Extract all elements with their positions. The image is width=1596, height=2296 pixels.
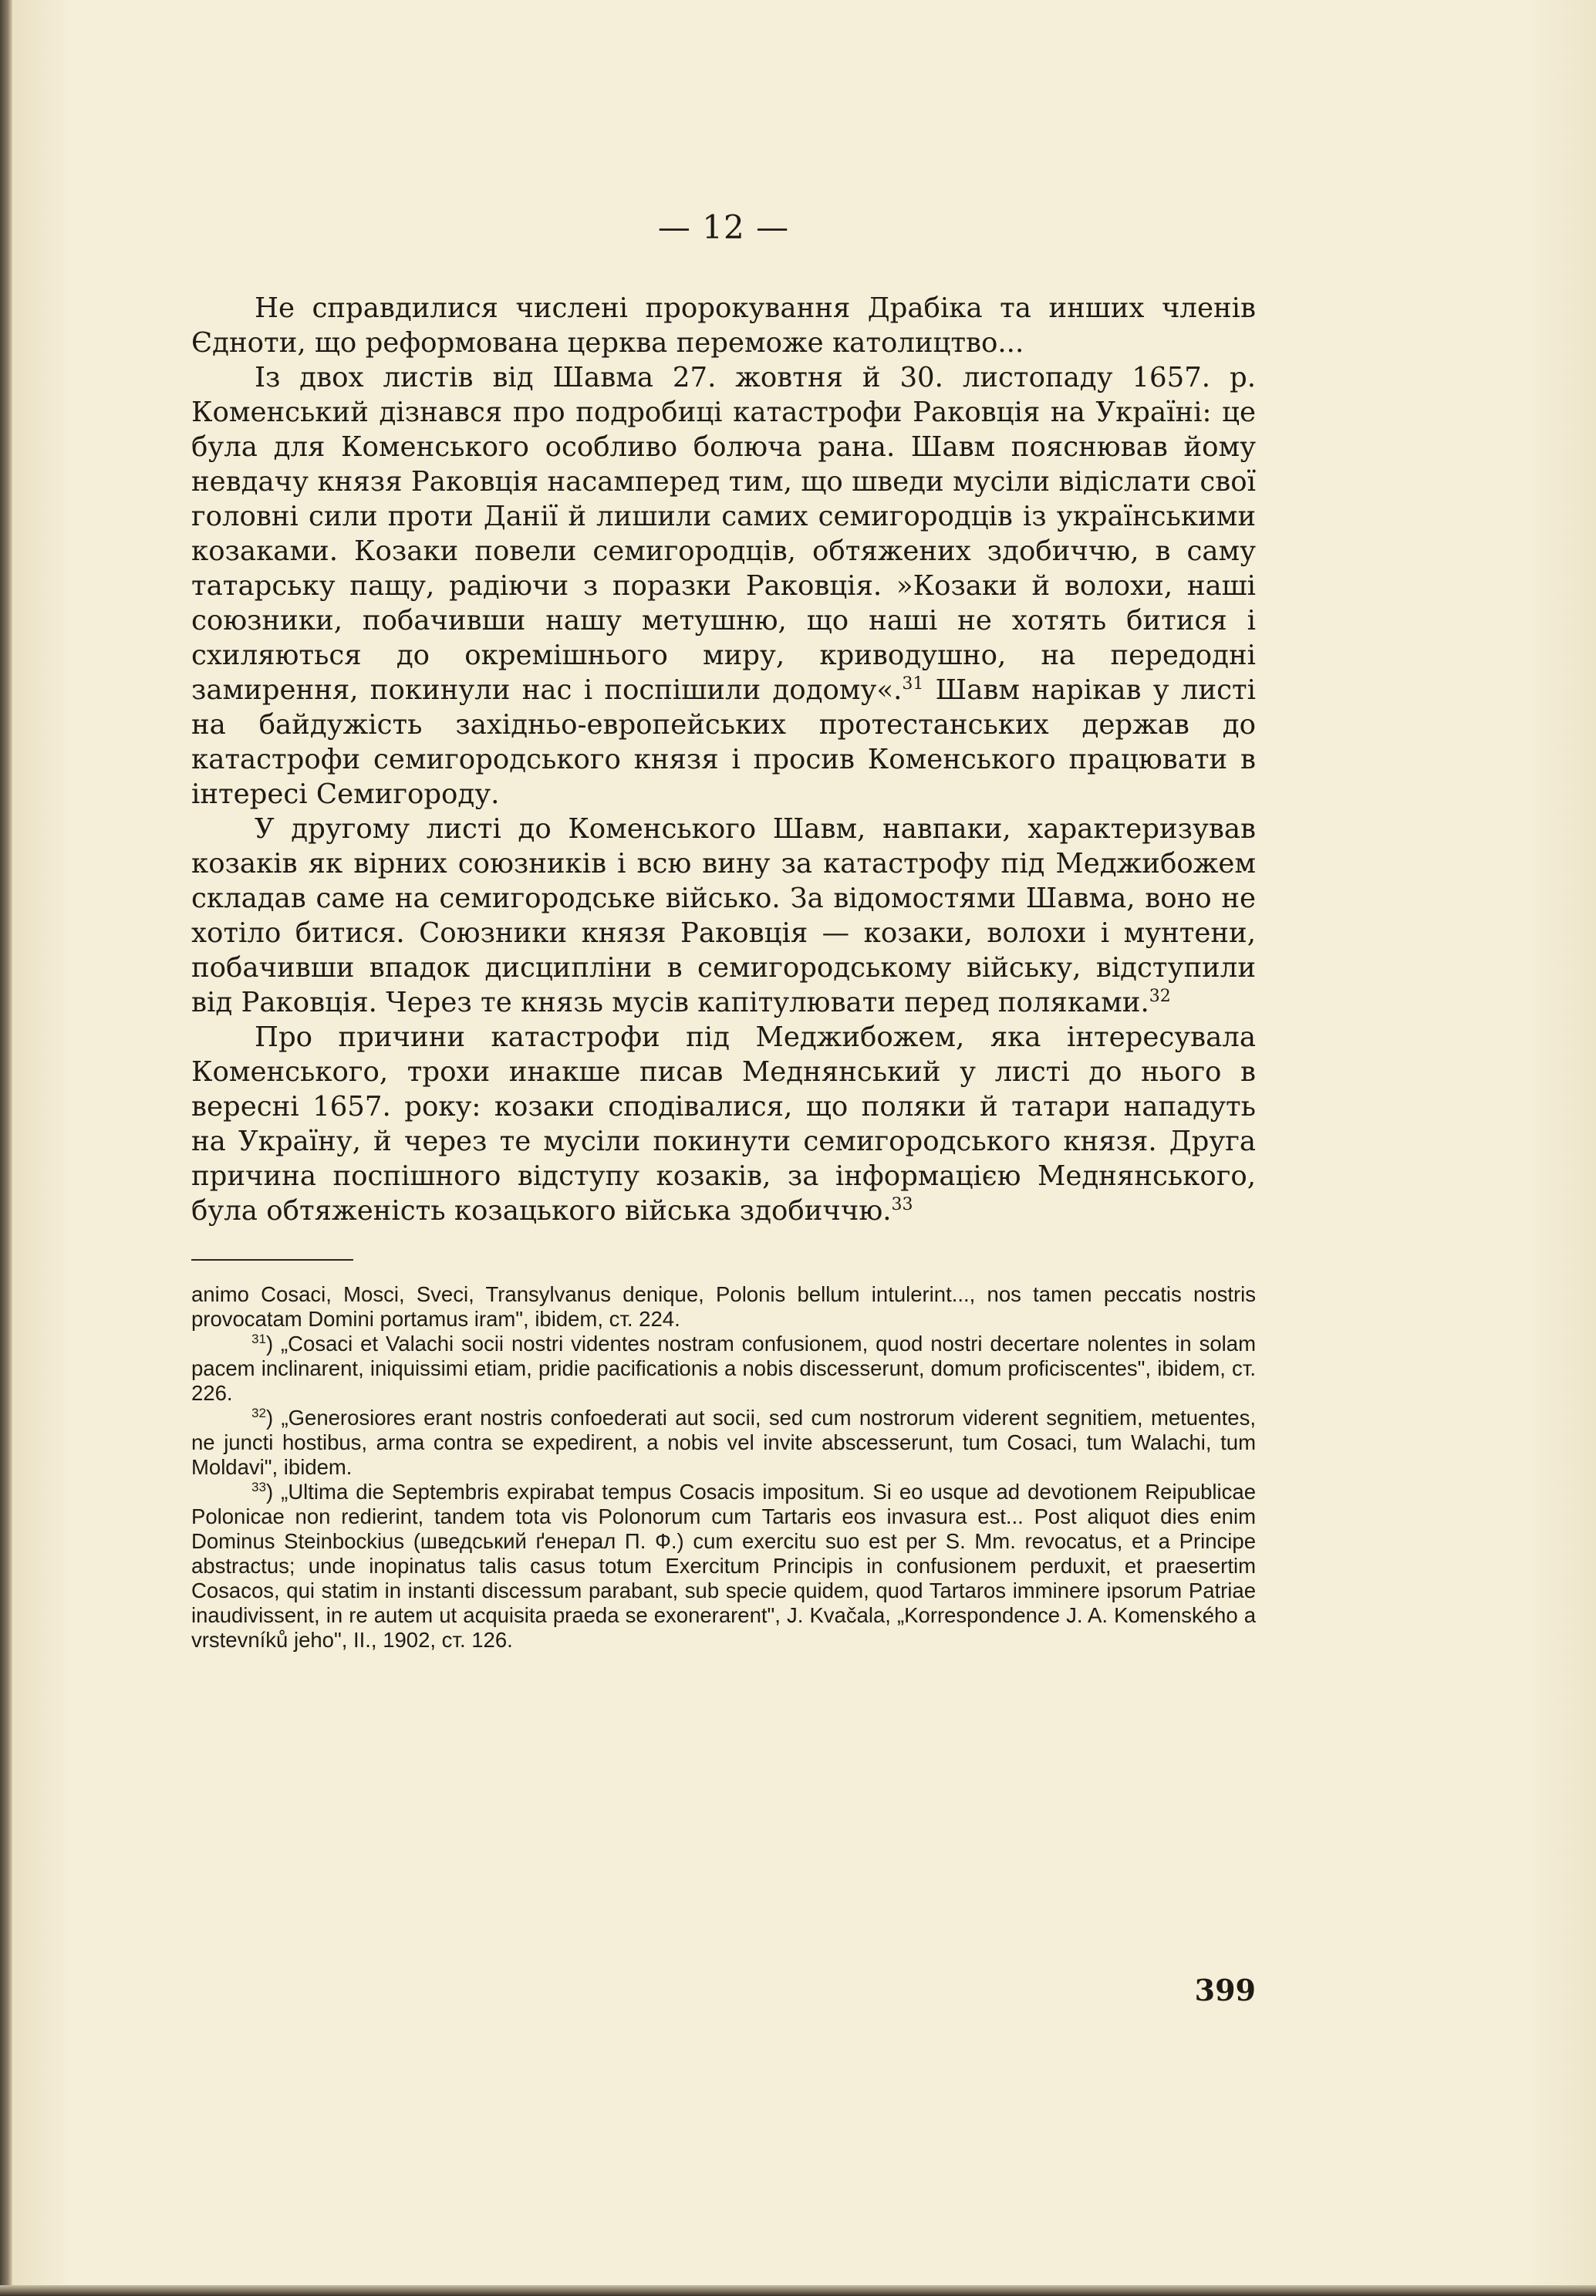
text-column <box>191 208 1256 1653</box>
footnote-continuation: animo Cosaci, Mosci, Sveci, Transylvanus denique, Polonis bellum intulerint..., nos tamen peccatis nostris provocatam Domini portamus iram", ibidem, ст. 224. <box>191 1282 1256 1331</box>
footnote-32: $^{32}$) „Generosiores erant nostris confoederati aut socii, sed cum nostrorum viderent segnitiem, metuentes, ne juncti hostibus, arma contra se expedirent, a nobis vel invite abscesserunt, tum Cosaci, tum Walachi, tum Moldavi", ibidem. <box>191 1405 1256 1479</box>
footnote-marker: 33 <box>251 1479 266 1494</box>
footnote-ref: 33 <box>891 1194 913 1214</box>
body-paragraph: Не справдилися числені пророкування Драбіка та инших членів Єдноти, що реформована церква переможе католицтво... <box>191 292 1256 359</box>
page-header-marker: — 12 — <box>657 208 790 246</box>
page-number: 399 <box>1194 1973 1256 2007</box>
footnote-marker: 32 <box>251 1405 266 1420</box>
scan-left-edge <box>0 0 12 2296</box>
body-paragraph: Із двох листів від Шавма 27. жовтня й 30. листопаду 1657. р. Коменський дізнався про подробиці катастрофи Раковція на Україні: це була для Коменського особливо болюча рана. Шавм пояснював йому невдачу князя Раковція насамперед тим, що шведи мусіли відіслати свої головні сили проти Данії й лишили самих семигородців із українськими козаками. Козаки повели семигородців, обтяжених здобиччю, в саму татарську пащу, радіючи з поразки Раковція. »Козаки й волохи, наші союзники, побачивши нашу метушню, що наші не хотять битися і схиляються до окремішнього миру, криводушно, на передодні замирення, покинули нас і поспішили додому«.$^{31}$ Шавм нарікав у листі на байдужість західньо-европейських протестанських держав до катастрофи семигородського князя і просив Коменського працювати в інтересі Семигороду. <box>191 362 1257 810</box>
body-text <box>191 291 1256 1228</box>
body-paragraph: Про причини катастрофи під Меджибожем, яка інтересувала Коменського, трохи инакше писав Меднянський у листі до нього в вересні 1657. року: козаки сподівалися, що поляки й татари нападуть на Україну, й через те мусіли покинути семигородського князя. Друга причина поспішного відступу козаків, за інформацією Меднянського, була обтяженість козацького війська здобиччю.$^{33}$ <box>191 1021 1256 1227</box>
body-paragraph: У другому листі до Коменського Шавм, навпаки, характеризував козаків як вірних союзників і всю вину за катастрофу під Меджибожем складав саме на семигородське військо. За відомостями Шавма, воно не хотіло битися. Союзники князя Раковція — козаки, волохи і мунтени, побачивши впадок дисципліни в семигородському війську, відступили від Раковція. Через те князь мусів капітулювати перед поляками.$^{32}$ <box>191 813 1256 1018</box>
footnote-31: $^{31}$) „Cosaci et Valachi socii nostri videntes nostram confusionem, quod nostri decertare nolentes in solam pacem inclinarent, iniquissimi etiam, pridie pacificationis a nobis discesserunt, domum proficiscentes", ibidem, ст. 226. <box>191 1331 1256 1405</box>
footnote-marker: 31 <box>251 1331 266 1346</box>
footnotes <box>191 1282 1256 1653</box>
footnote-33: $^{33}$) „Ultima die Septembris expirabat tempus Cosacis impositum. Si eo usque ad devotionem Reipublicae Polonicae non redierint, tandem tota vis Polonorum cum Tartaris eos invasura est... Post aliquot dies enim Dominus Steinbockius (шведський ґенерал П. Ф.) cum exercitu suo est per S. Mm. revocatus, et a Principe abstractus; unde inopinatus talis casus totum Exercitum Principis in confusionem perduxit, et praesertim Cosacos, qui statim in instanti discessum parabant, sub specie quidem, quod Tartaros imminere ipsorum Patriae inaudivissent, in re autem ut acquisita praeda se exonerarent", J. Kvačala, „Korrespondence J. A. Komenského a vrstevníků jeho", II., 1902, ст. 126. <box>191 1479 1256 1652</box>
footnote-ref: 31 <box>902 674 924 694</box>
footnote-ref: 32 <box>1149 986 1171 1006</box>
footnote-divider <box>191 1259 353 1261</box>
scan-bottom-edge <box>0 2285 1596 2296</box>
